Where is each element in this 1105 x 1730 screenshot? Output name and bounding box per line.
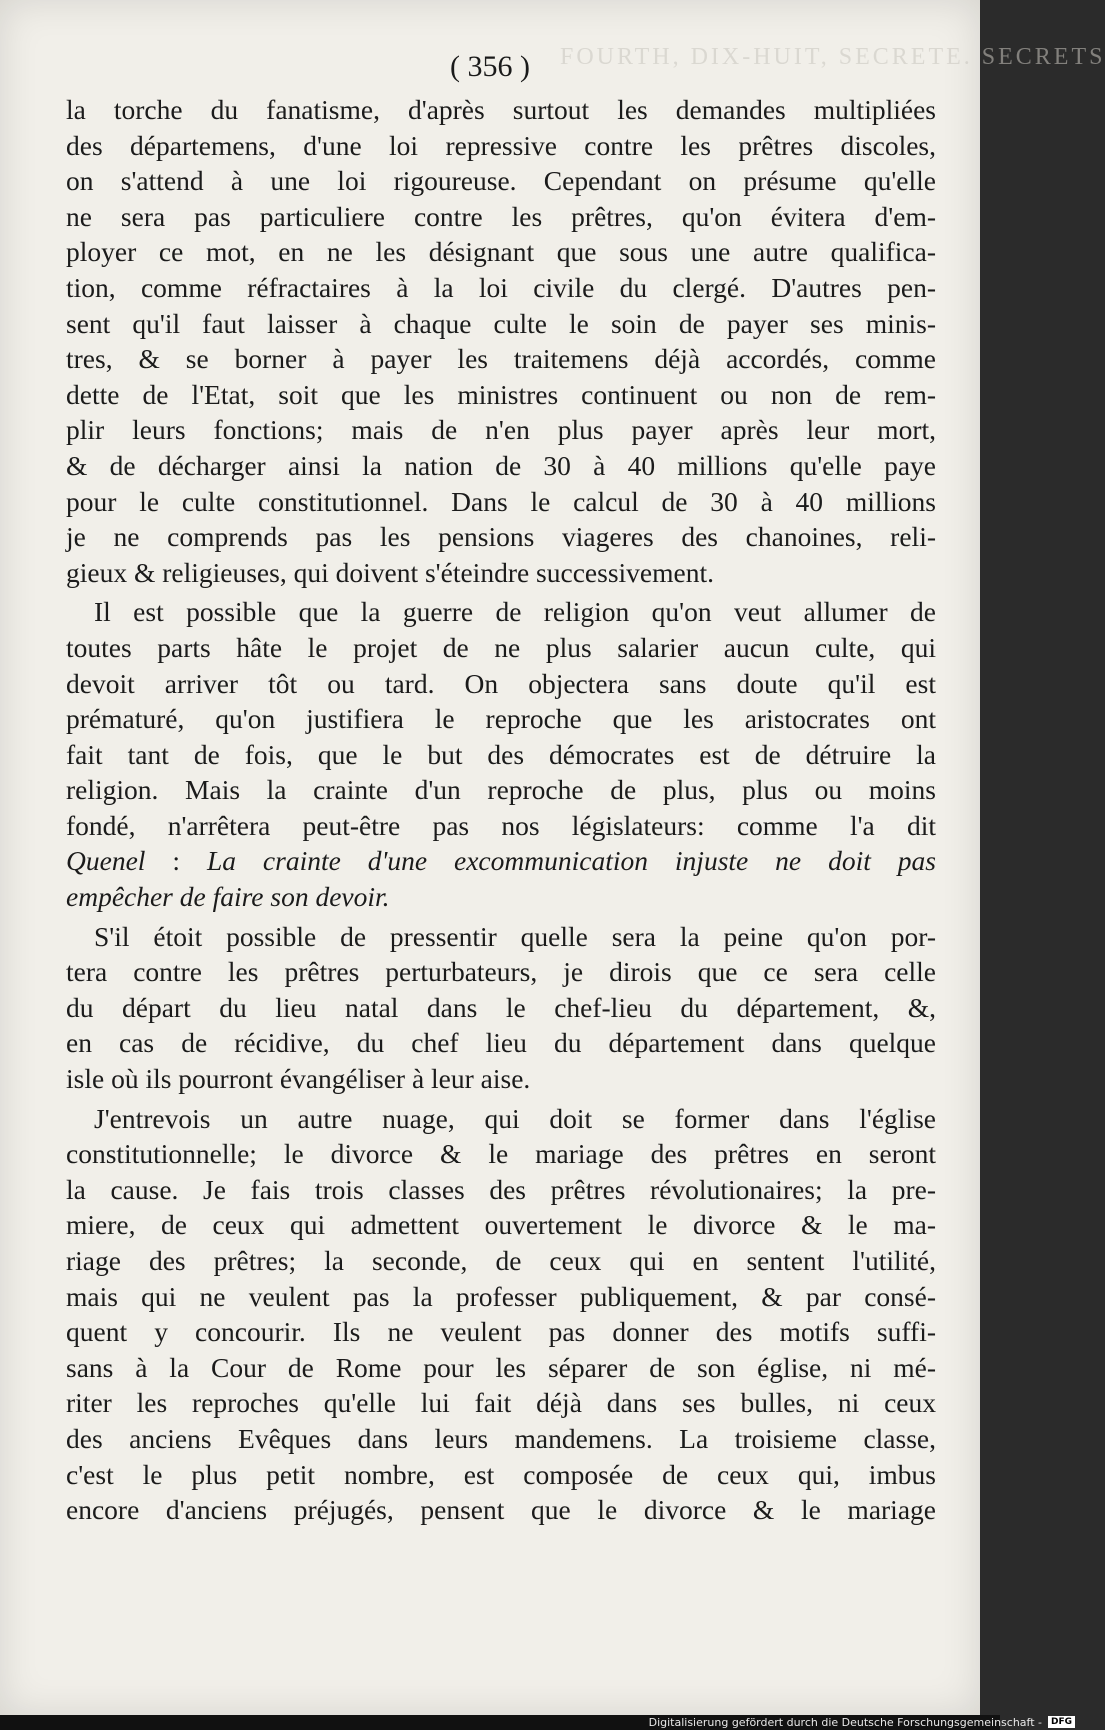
page-number: ( 356 ) (450, 50, 530, 83)
text-line: encore d'anciens préjugés, pensent que le divorce & le mariage (66, 1494, 936, 1526)
text-line: ployer ce mot, en ne les désignant que sous une autre qualifica- (66, 236, 936, 268)
text-line: je ne comprends pas les pensions viageres des chanoines, reli- (66, 521, 936, 553)
text-line: fondé, n'arrêtera peut-être pas nos législateurs: comme l'a dit (66, 809, 936, 841)
credit-text: Digitalisierung gefördert durch die Deutsche Forschungsgemeinschaft - (648, 1715, 1042, 1729)
text-line: ne sera pas particuliere contre les prêtres, qu'on évitera d'em- (66, 200, 936, 232)
paragraph-3 (66, 919, 936, 1097)
text-line: J'entrevois un autre nuage, qui doit se former dans l'église (94, 1102, 936, 1134)
text-line: devoit arriver tôt ou tard. On objectera sans doute qu'il est (66, 667, 936, 699)
text-line: quent y concourir. Ils ne veulent pas donner des motifs suffi- (66, 1316, 936, 1348)
text-line: tres, & se borner à payer les traitemens déjà accordés, comme (66, 343, 936, 375)
bleed-through-text: FOURTH, DIX-HUIT, SECRETE. SECRETS (560, 44, 1105, 70)
text-line: sans à la Cour de Rome pour les séparer de son église, ni mé- (66, 1351, 936, 1383)
text-line: & de décharger ainsi la nation de 30 à 40 millions qu'elle paye (66, 449, 936, 481)
text-line: toutes parts hâte le projet de ne plus salarier aucun culte, qui (66, 631, 936, 663)
text-line: des anciens Evêques dans leurs mandemens. La troisieme classe, (66, 1422, 936, 1454)
text-line: dette de l'Etat, soit que les ministres continuent ou non de rem- (66, 378, 936, 410)
text-line: prématuré, qu'on justifiera le reproche que les aristocrates ont (66, 703, 936, 735)
text-line: constitutionnelle; le divorce & le mariage des prêtres en seront (66, 1138, 936, 1170)
paragraph-4 (66, 1101, 936, 1528)
text-line: riter les reproches qu'elle lui fait déjà dans ses bulles, ni ceux (66, 1387, 936, 1419)
text-line: miere, de ceux qui admettent ouvertement le divorce & le ma- (66, 1209, 936, 1241)
text-line: pour le culte constitutionnel. Dans le calcul de 30 à 40 millions (66, 485, 936, 517)
quote-line: empêcher de faire son devoir. (66, 881, 390, 913)
text-line: gieux & religieuses, qui doivent s'éteindre successivement. (66, 556, 714, 588)
text-line: riage des prêtres; la seconde, de ceux qui en sentent l'utilité, (66, 1245, 936, 1276)
quote-text: La crainte d'une excommunication injuste ne doit pas (206, 845, 936, 877)
text-line: la torche du fanatisme, d'après surtout les demandes multipliées (66, 94, 936, 125)
text-line: S'il étoit possible de pressentir quelle sera la peine qu'on por- (94, 920, 936, 952)
text-line: sent qu'il faut laisser à chaque culte le soin de payer ses minis- (66, 307, 936, 339)
text-line: isle où ils pourront évangéliser à leur aise. (66, 1063, 531, 1095)
text-line: tera contre les prêtres perturbateurs, je dirois que ce sera celle (66, 956, 936, 988)
paragraph-1 (66, 92, 936, 590)
quote-line (66, 843, 936, 879)
text-line: mais qui ne veulent pas la professer publiquement, & par consé- (66, 1280, 936, 1312)
text-line: c'est le plus petit nombre, est composée de ceux qui, imbus (66, 1458, 936, 1490)
dfg-logo-icon: DFG (1048, 1716, 1075, 1728)
text-line: tion, comme réfractaires à la loi civile du clergé. D'autres pen- (66, 271, 936, 303)
quote-author: Quenel (66, 845, 146, 877)
text-line: fait tant de fois, que le but des démocrates est de détruire la (66, 738, 936, 770)
text-line: plir leurs fonctions; mais de n'en plus payer après leur mort, (66, 414, 936, 446)
text-line: Il est possible que la guerre de religion qu'on veut allumer de (94, 596, 936, 628)
quote-separator: : (145, 845, 207, 877)
text-line: des départemens, d'une loi repressive contre les prêtres discoles, (66, 129, 936, 161)
digitization-credit (649, 1714, 1075, 1730)
text-line: du départ du lieu natal dans le chef-lieu du département, &, (66, 991, 936, 1023)
text-line: on s'attend à une loi rigoureuse. Cependant on présume qu'elle (66, 165, 936, 197)
body-text (66, 92, 936, 1528)
text-line: la cause. Je fais trois classes des prêtres révolutionaires; la pre- (66, 1173, 936, 1205)
paragraph-2 (66, 594, 936, 914)
text-line: en cas de récidive, du chef lieu du département dans quelque (66, 1027, 936, 1059)
text-line: religion. Mais la crainte d'un reproche de plus, plus ou moins (66, 774, 936, 806)
